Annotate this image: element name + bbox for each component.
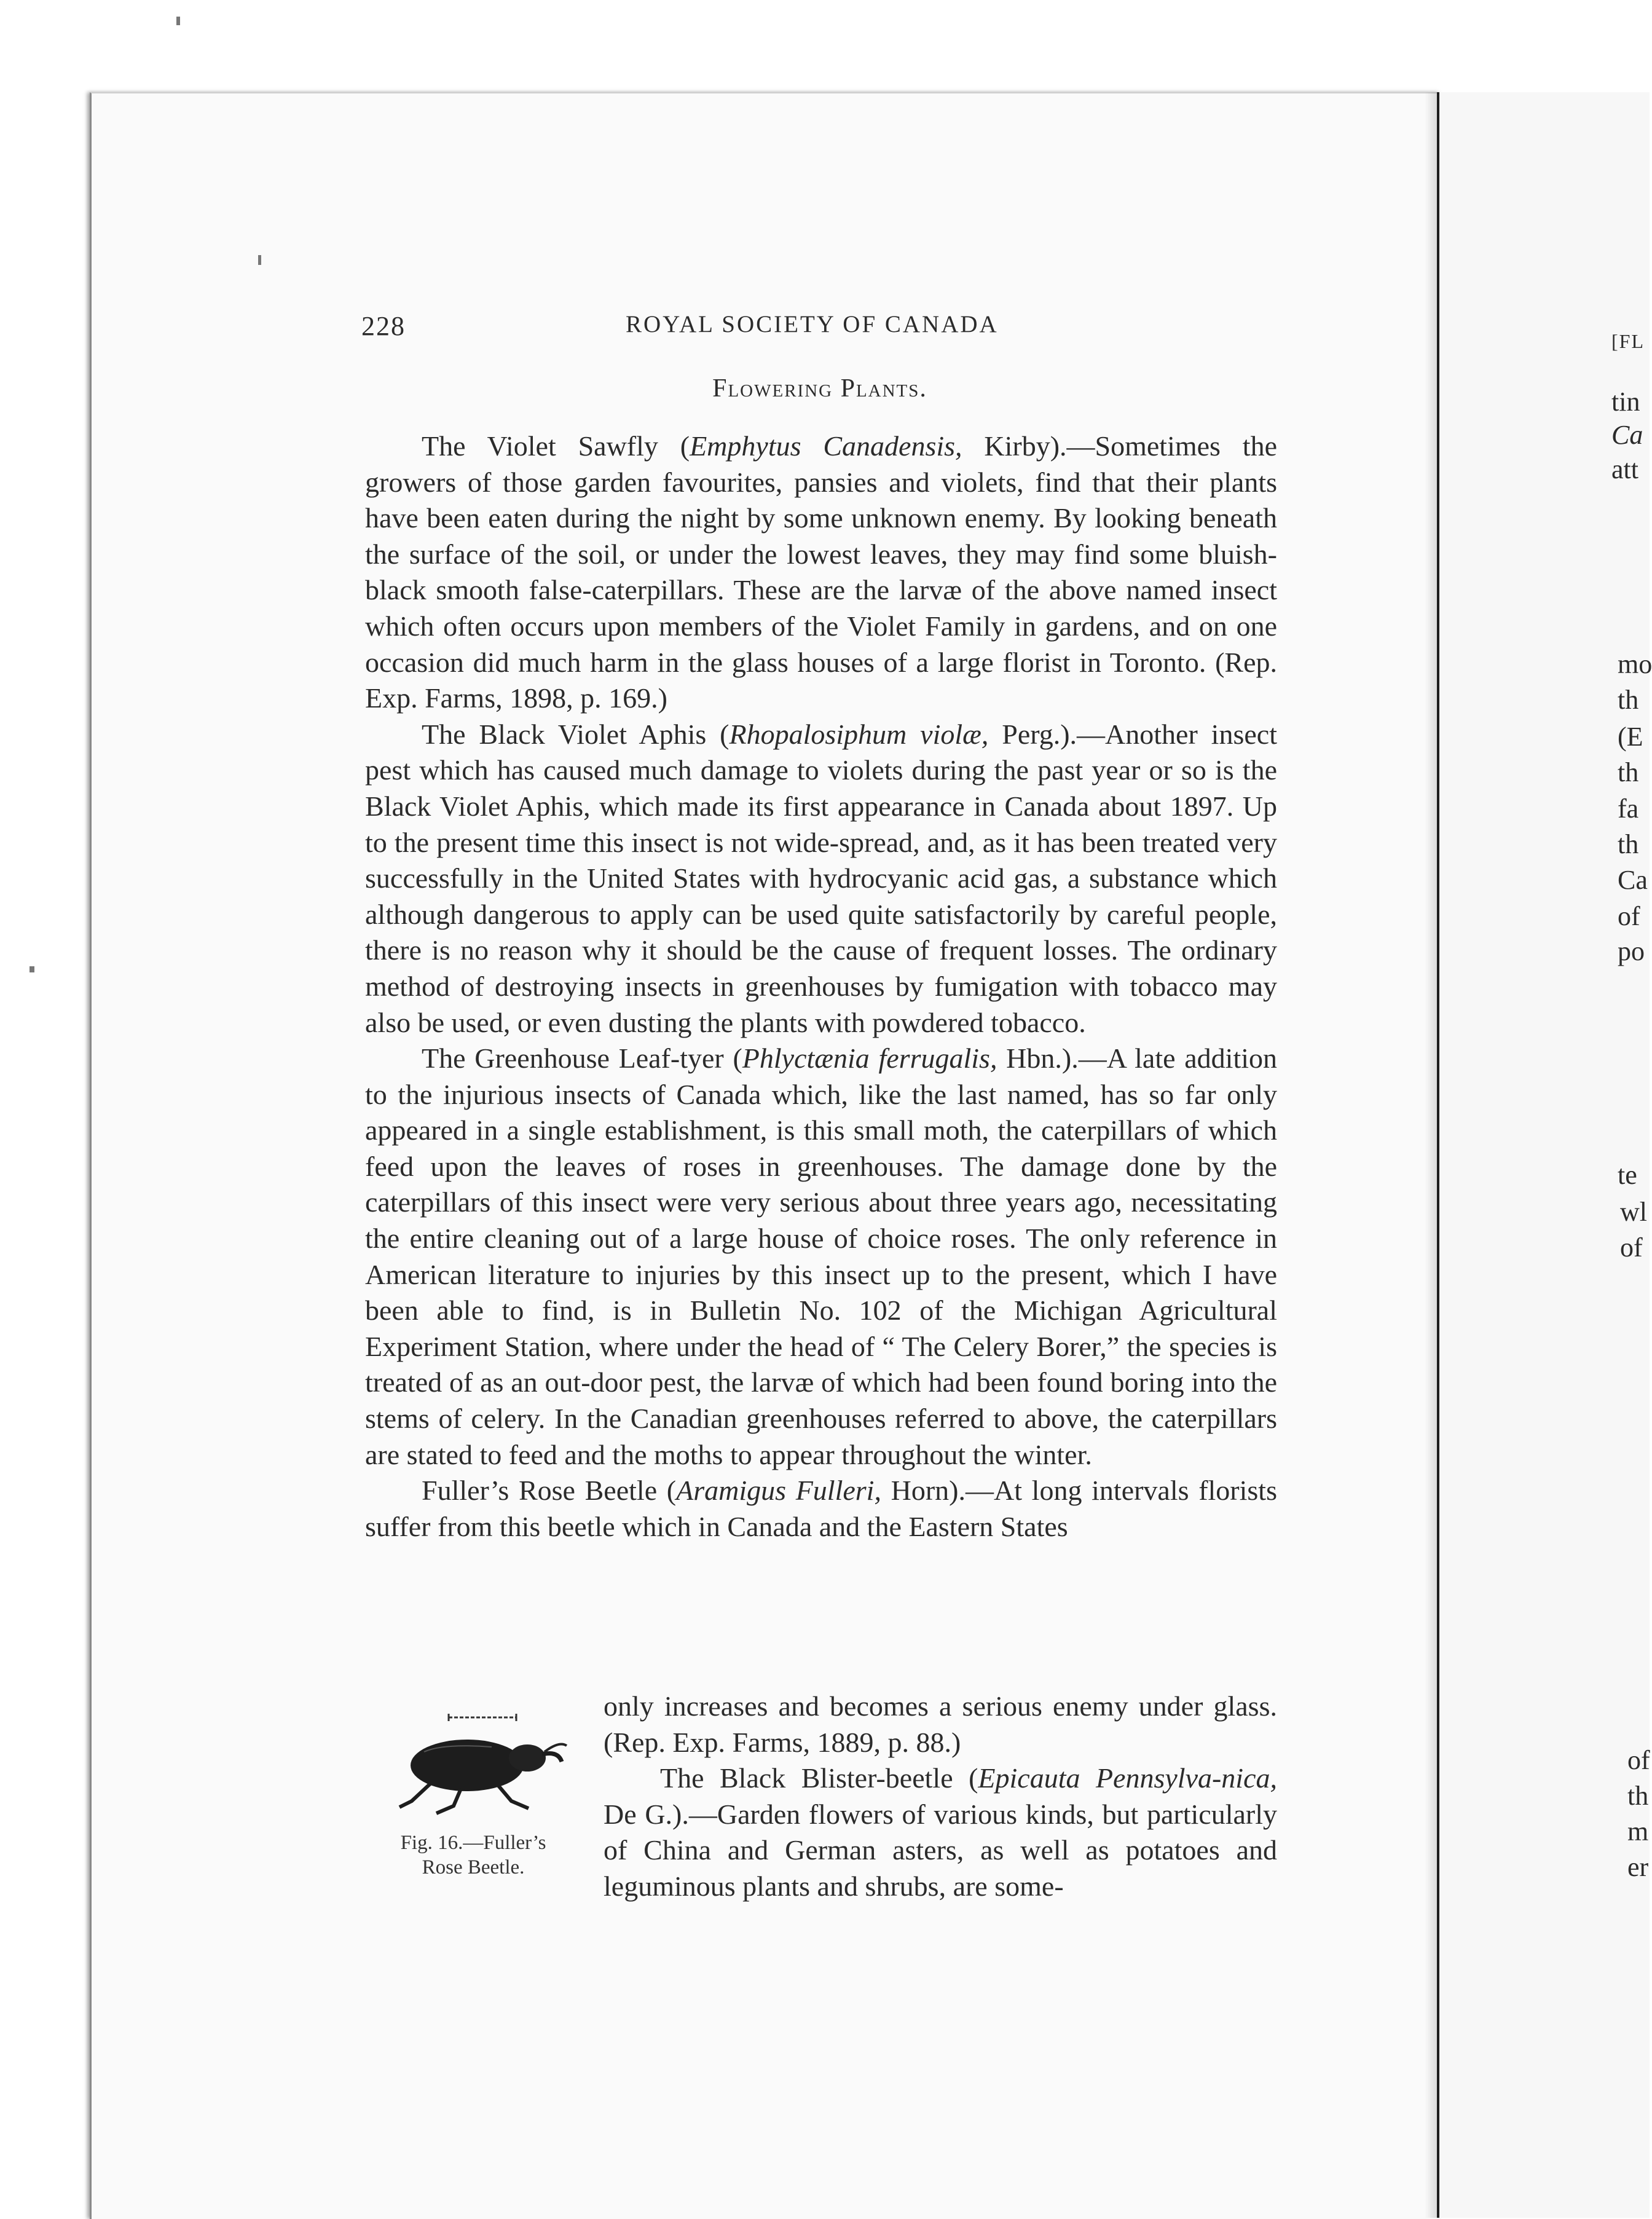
section-title: Flowering Plants. — [712, 374, 927, 403]
lead-text: The Black Violet Aphis ( — [422, 718, 730, 750]
paragraph-fullers-rose-beetle — [365, 1473, 1277, 1545]
paragraph-text: De G.).—Garden flowers of various kinds, but particularly of China and German asters, as well as potatoes and leguminous plants and shrubs, are some- — [604, 1798, 1277, 1902]
right-page-fragment: er — [1627, 1852, 1649, 1882]
figure-fullers-rose-beetle — [369, 1709, 578, 1880]
beetle-illustration — [375, 1709, 572, 1819]
scan-speck — [30, 966, 34, 972]
species-name: Rhopalosiphum violæ, — [729, 718, 989, 750]
right-page-fragment: wl — [1620, 1197, 1647, 1227]
right-page-fragment: [FL — [1611, 330, 1645, 352]
right-page-fragment: att — [1611, 454, 1638, 484]
lead-text: The Violet Sawfly ( — [422, 430, 690, 462]
right-page-fragment: Ca — [1618, 865, 1648, 895]
species-name: Epicauta Pennsylva-nica, — [978, 1762, 1277, 1794]
gutter-shadow — [1425, 92, 1437, 2218]
lead-text: Fuller’s Rose Beetle ( — [422, 1475, 677, 1507]
right-page-fragment: fa — [1618, 794, 1639, 824]
paragraph-greenhouse-leaf-tyer — [365, 1041, 1277, 1473]
right-page-fragment: th — [1627, 1781, 1649, 1811]
species-name: Phlyctænia ferrugalis, — [742, 1042, 997, 1074]
right-page-fragment: th — [1618, 829, 1639, 859]
right-page-fragment: of — [1618, 901, 1640, 931]
right-page-fragment: (E — [1618, 722, 1643, 752]
paragraph-text: Perg.).—Another insect pest which has caused much damage to violets during the past year or so is the Black Violet Aphis, which made its first appearance in Canada about 1897. Up to the present time this insect is not wide-spread, and, as it has been treated very successfully in the United States with hydrocyanic acid gas, a substance which although dangerous to apply can be used quite satisfactorily by careful people, there is no reason why it should be the cause of frequent losses. The ordinary method of destroying insects in greenhouses by fumigation with tobacco may also be used, or even dusting the plants with powdered tobacco. — [365, 718, 1277, 1038]
right-page-fragment: th — [1618, 757, 1639, 787]
page-number: 228 — [361, 311, 406, 341]
scan-speck — [176, 17, 180, 25]
right-page-fragment: th — [1618, 685, 1639, 715]
figure-caption — [369, 1831, 578, 1880]
right-page-fragment: of — [1620, 1232, 1643, 1263]
paragraph-violet-sawfly — [365, 428, 1277, 717]
right-page-fragment: po — [1618, 936, 1645, 966]
paragraph-text: Horn).—At long intervals florists suffer from this beetle which in Canada and the Eastern States — [365, 1475, 1277, 1542]
right-page-fragment: tin — [1611, 387, 1640, 417]
scan-speck — [258, 255, 261, 265]
lead-text: The Greenhouse Leaf-tyer ( — [422, 1042, 742, 1074]
body-text — [365, 428, 1277, 1545]
species-name: Aramigus Fulleri, — [676, 1475, 881, 1507]
right-page-fragment: m — [1627, 1816, 1649, 1847]
paragraph-black-violet-aphis — [365, 717, 1277, 1041]
paragraph-black-blister-beetle — [604, 1760, 1277, 1904]
lead-text: The Black Blister-beetle ( — [660, 1762, 978, 1794]
right-page-fragment: mo — [1618, 649, 1652, 679]
right-page-fragment: te — [1618, 1160, 1637, 1190]
caption-line: Fig. 16.—Fuller’s — [400, 1832, 546, 1854]
paragraph-continuation: only increases and becomes a serious enemy under glass. (Rep. Exp. Farms, 1889, p. 88.) — [604, 1690, 1277, 1758]
caption-line: Rose Beetle. — [422, 1856, 525, 1878]
right-page-fragment: Ca — [1611, 420, 1643, 450]
wrapped-text-beside-figure — [604, 1689, 1277, 1905]
paragraph-text: Hbn.).—A late addition to the injurious insects of Canada which, like the last named, has so far only appeared in a single establishment, is this small moth, the caterpillars of which feed upon the leaves of roses in greenhouses. The damage done by the caterpillars of this insect were very serious about three years ago, necessitating the entire cleaning out of a large house of choice roses. The only reference in American literature to injuries by this insect up to the present, which I have been able to find, is in Bulletin No. 102 of the Michigan Agricultural Experiment Station, where under the head of “ The Celery Borer,” the species is treated of as an out-door pest, the larvæ of which had been found boring into the stems of celery. In the Canadian greenhouses referred to above, the caterpillars are stated to feed and the moths to appear throughout the winter. — [365, 1042, 1278, 1470]
species-name: Emphytus Canadensis, — [690, 430, 962, 462]
journal-title: ROYAL SOCIETY OF CANADA — [626, 311, 999, 337]
paragraph-text: Kirby).—Sometimes the growers of those garden favourites, pansies and violets, find that their plants have been eaten during the night by some unknown enemy. By looking beneath the surface of the soil, or under the lowest leaves, they may find some bluish-black smooth false-caterpillars. These are the larvæ of the above named insect which often occurs upon members of the Violet Family in gardens, and on one occasion did much harm in the glass houses of a large florist in Toronto. (Rep. Exp. Farms, 1898, p. 169.) — [365, 430, 1277, 714]
right-page-fragment: of — [1627, 1745, 1650, 1775]
